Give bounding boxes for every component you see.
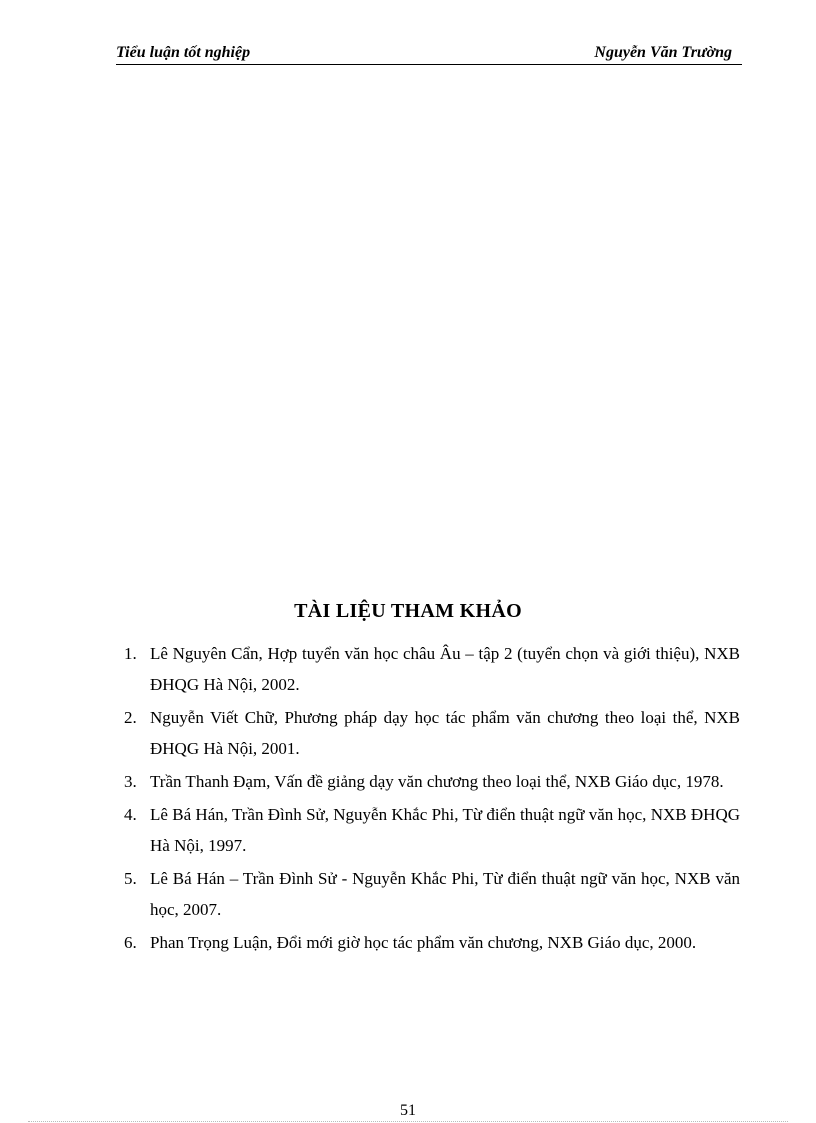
reference-item-1 xyxy=(124,638,740,700)
reference-item-4 xyxy=(124,799,740,861)
reference-number: 5. xyxy=(124,869,137,888)
reference-text: Phan Trọng Luận, Đổi mới giờ học tác phẩm văn chương, NXB Giáo dục, 2000. xyxy=(150,933,697,952)
reference-item-2 xyxy=(124,702,740,764)
reference-text: Lê Bá Hán – Trần Đình Sử - Nguyễn Khắc Phi, Từ điển thuật ngữ văn học, NXB văn học, 2007. xyxy=(150,869,740,919)
header-thesis-title: Tiểu luận tốt nghiệp xyxy=(116,44,251,61)
reference-number: 6. xyxy=(124,933,137,952)
reference-text: Trần Thanh Đạm, Vấn đề giảng dạy văn chương theo loại thể, NXB Giáo dục, 1978. xyxy=(150,772,724,791)
reference-list xyxy=(124,638,740,960)
reference-item-3 xyxy=(124,766,740,797)
references-title: TÀI LIỆU THAM KHẢO xyxy=(294,600,522,622)
reference-item-5 xyxy=(124,863,740,925)
reference-number: 2. xyxy=(124,708,137,727)
reference-item-6 xyxy=(124,927,740,958)
reference-text: Lê Nguyên Cẩn, Hợp tuyển văn học châu Âu – tập 2 (tuyển chọn và giới thiệu), NXB ĐHQG Hà Nội, 2002. xyxy=(150,644,740,694)
reference-number: 4. xyxy=(124,805,137,824)
header-author-name: Nguyễn Văn Trường xyxy=(594,44,732,61)
page-header xyxy=(116,44,742,65)
reference-text: Nguyễn Viết Chữ, Phương pháp dạy học tác phẩm văn chương theo loại thể, NXB ĐHQG Hà Nội, 2001. xyxy=(150,708,740,758)
reference-text: Lê Bá Hán, Trần Đình Sử, Nguyễn Khắc Phi, Từ điển thuật ngữ văn học, NXB ĐHQG Hà Nội, 1997. xyxy=(150,805,740,855)
reference-number: 1. xyxy=(124,644,137,663)
page-number: 51 xyxy=(400,1102,416,1119)
reference-number: 3. xyxy=(124,772,137,791)
footer-divider xyxy=(28,1121,788,1122)
